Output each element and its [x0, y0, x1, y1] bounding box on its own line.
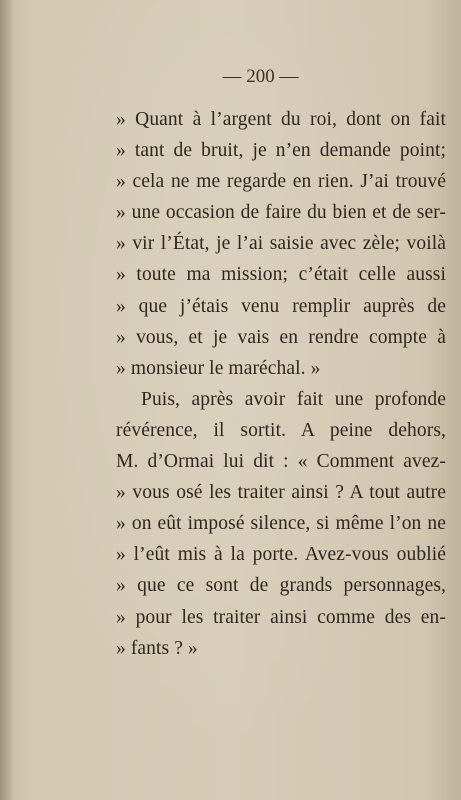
text-line: » monsieur le maréchal. »: [116, 357, 321, 379]
text-line: Puis, après avoir fait une profonde: [141, 388, 446, 410]
text-line: » toute ma mission; c’était celle aussi: [116, 264, 446, 286]
text-line: » une occasion de faire du bien et de ser-: [116, 202, 446, 224]
text-line: » on eût imposé silence, si même l’on ne: [116, 513, 446, 535]
text-line: » tant de bruit, je n’en demande point;: [116, 140, 446, 162]
spine-shadow: [0, 0, 14, 800]
text-line: révérence, il sortit. A peine dehors,: [116, 419, 446, 441]
page-number: — 200 —: [222, 66, 299, 87]
text-line: » fants ? »: [116, 637, 198, 659]
text-line: » l’eût mis à la porte. Avez-vous oublié: [116, 544, 446, 566]
text-line: M. d’Ormai lui dit : « Comment avez-: [116, 451, 446, 473]
text-line: » pour les traiter ainsi comme des en-: [116, 606, 446, 628]
text-line: » vir l’État, je l’ai saisie avec zèle; voilà: [116, 233, 446, 255]
body-text: [116, 104, 446, 664]
text-line: » vous, et je vais en rendre compte à: [116, 326, 446, 348]
text-line: » que ce sont de grands personnages,: [116, 575, 446, 597]
text-line: » vous osé les traiter ainsi ? A tout autre: [116, 482, 446, 504]
text-line: » cela ne me regarde en rien. J’ai trouvé: [116, 171, 446, 193]
text-line: » que j’étais venu remplir auprès de: [116, 295, 446, 317]
text-line: » Quant à l’argent du roi, dont on fait: [116, 109, 446, 130]
